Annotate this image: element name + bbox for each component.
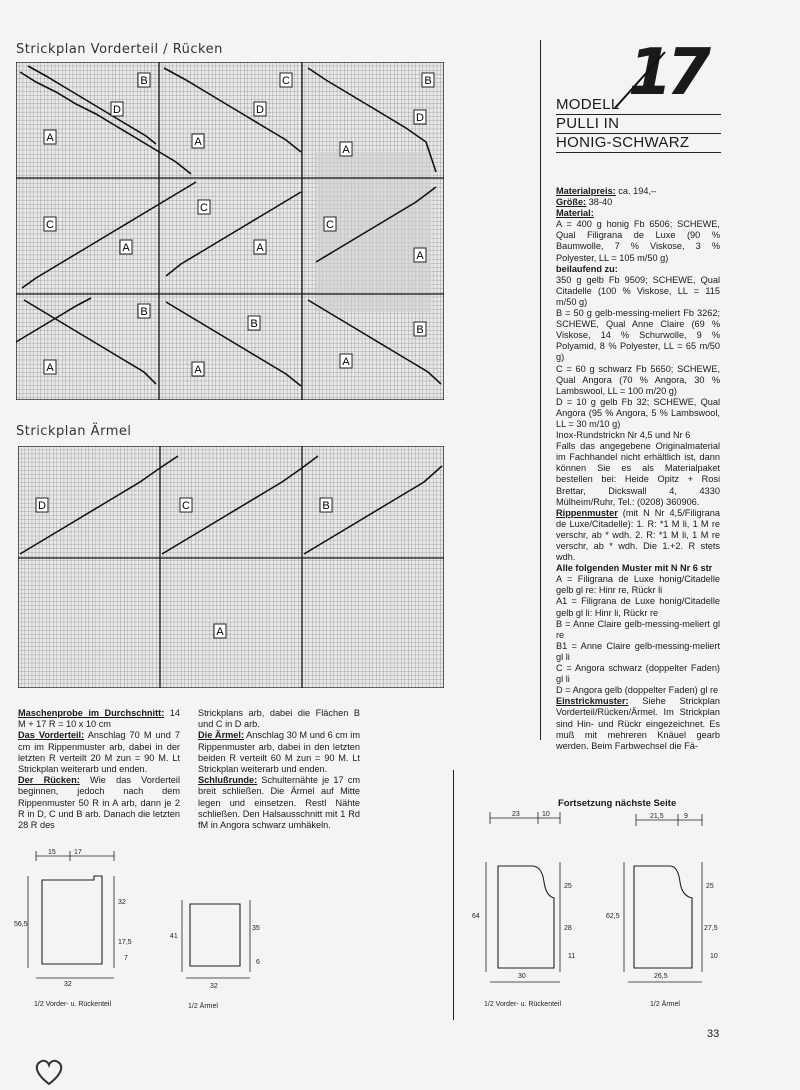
material-column xyxy=(556,186,720,752)
muster-c: C = Angora schwarz (doppelter Faden) gl li xyxy=(556,663,720,685)
s4-caption: 1/2 Ärmel xyxy=(650,1001,680,1008)
s3-right-1: 25 xyxy=(564,883,572,890)
schlussrunde-text: Schulternähte je 17 cm breit schließen. Die Ärmel auf Mitte legen und einsetzen. Restl Nähte schließen. Den Halsausschnitt mit 1 Rd fM in Angora schwarz umhäkeln. xyxy=(198,775,360,831)
schematic-1 xyxy=(14,846,144,1016)
svg-text:C: C xyxy=(182,500,190,512)
svg-text:A: A xyxy=(256,242,264,254)
model-line1: MODELL xyxy=(556,96,721,115)
einstrick-heading: Einstrickmuster: xyxy=(556,696,629,707)
s3-right-2: 28 xyxy=(564,925,572,932)
materialpreis-value: ca. 194,– xyxy=(615,186,657,196)
maschenprobe-text: 14 M + 17 R = 10 x 10 cm xyxy=(18,708,180,730)
material-b: B = 50 g gelb-messing-meliert Fb 3262; SCHEWE, Qual Anne Claire (69 % Viskose, 14 % Schurwolle, 9 % Polyamid, 8 % Polyester, LL = 65 m/50 g) xyxy=(556,308,720,363)
middle-text-column xyxy=(198,708,360,831)
s1-bottom: 32 xyxy=(64,981,72,988)
svg-text:C: C xyxy=(326,219,334,231)
page-number: 33 xyxy=(707,1028,720,1040)
s2-caption: 1/2 Ärmel xyxy=(188,1003,218,1010)
nadeln-text: Inox-Rundstrickn Nr 4,5 und Nr 6 xyxy=(556,430,691,441)
svg-text:D: D xyxy=(38,500,46,512)
rippen-text: (mit N Nr 4,5/Filigrana de Luxe/Citadelle): 1. R: *1 M li, 1 M re verschr, ab * wdh. 2. R: *1 M li, 1 M re verschr, ab * wdh. Die 1.+2. R stets wdh. xyxy=(556,507,720,563)
svg-text:D: D xyxy=(113,104,121,116)
column-divider xyxy=(540,40,541,740)
model-number: 17 xyxy=(628,36,706,110)
left-text-column xyxy=(18,708,180,831)
strickplans-text: Strickplans arb, dabei die Flächen B und C in D arb. xyxy=(198,708,360,730)
schematic-2 xyxy=(164,880,274,1016)
svg-text:A: A xyxy=(46,362,54,374)
model-title xyxy=(556,96,721,153)
muster-b: B = Anne Claire gelb-messing-meliert gl re xyxy=(556,618,720,640)
svg-text:A: A xyxy=(216,626,224,638)
s4-right-3: 10 xyxy=(710,953,718,960)
aermel-heading: Die Ärmel: xyxy=(198,730,245,741)
einstrick-text: Siehe Strickplan Vorderteil/Rücken/Ärmel. Im Strickplan sind Hin- und Rückr eingezeichnet. Es muß mit mehreren Knäuel gearb werden. Beim Farbwechsel die Fä- xyxy=(556,696,720,751)
chart2-title: Strickplan Ärmel xyxy=(16,424,132,439)
svg-text:A: A xyxy=(122,242,130,254)
svg-text:B: B xyxy=(250,318,258,330)
schematic-3 xyxy=(470,806,590,1016)
schematic-4 xyxy=(606,806,726,1016)
svg-text:B: B xyxy=(140,75,148,87)
s1-left: 56,5 xyxy=(14,921,28,928)
vorderteil-text: Anschlag 70 M und 7 cm im Rippenmuster arb, dabei in der letzten R verteilt 20 M zun = 90 M. Lt Strickplan weiterarb und enden. xyxy=(18,730,180,775)
ruecken-heading: Der Rücken: xyxy=(18,775,80,786)
beilaufend-heading: beilaufend zu: xyxy=(556,263,618,274)
heart-icon xyxy=(32,1054,66,1088)
bezug-text: Falls das angegebene Originalmaterial im Fachhandel nicht erhältlich ist, dann können Sie es als Materialpaket bestellen bei: Heide Opitz + Rosi Brettar, Dickswall 4, 4330 Mülheim/Ruhr, Tel.: (0208) 360906. xyxy=(556,441,720,507)
s4-left: 62,5 xyxy=(606,913,620,920)
svg-text:C: C xyxy=(282,75,290,87)
muster-a1: A1 = Filigrana de Luxe honig/Citadelle gelb gl li: Hinr li, Rückr re xyxy=(556,596,720,618)
model-line3: HONIG-SCHWARZ xyxy=(556,134,721,153)
maschenprobe-heading: Maschenprobe im Durchschnitt: xyxy=(18,708,165,718)
svg-text:C: C xyxy=(46,219,54,231)
muster-a: A = Filigrana de Luxe honig/Citadelle gelb gl re: Hinr re, Rückr li xyxy=(556,574,720,596)
material-a: A = 400 g honig Fb 6506; SCHEWE, Qual Filigrana de Luxe (90 % Baumwolle, 7 % Viskose, 3 % Polyester, LL = 105 m/50 g) xyxy=(556,219,720,263)
s2-right-2: 6 xyxy=(256,959,260,966)
material-d: D = 10 g gelb Fb 32; SCHEWE, Qual Angora (95 % Angora, 5 % Lambswool, LL = 30 m/10 g) xyxy=(556,396,720,429)
svg-text:A: A xyxy=(342,144,350,156)
muster-d: D = Angora gelb (doppelter Faden) gl re xyxy=(556,685,719,696)
s1-top-1: 15 xyxy=(48,849,56,856)
svg-text:D: D xyxy=(256,104,264,116)
aermel-text: Anschlag 30 M und 6 cm im Rippenmuster arb, dabei in den letzten beiden R verteilt 60 M zun = 90 M. Lt Strickplan weiterarb und enden. xyxy=(198,730,360,775)
s3-caption: 1/2 Vorder- u. Rückenteil xyxy=(484,1001,562,1008)
s2-bottom: 32 xyxy=(210,983,218,990)
svg-text:C: C xyxy=(200,202,208,214)
muster-b1: B1 = Anne Claire gelb-messing-meliert gl li xyxy=(556,640,720,662)
vorderteil-heading: Das Vorderteil: xyxy=(18,730,85,741)
chart1-grid xyxy=(16,62,444,400)
svg-text:A: A xyxy=(416,250,424,262)
svg-text:B: B xyxy=(424,75,432,87)
chart2-grid xyxy=(18,446,444,688)
s1-right-2: 17,5 xyxy=(118,939,132,946)
s1-top-2: 17 xyxy=(74,849,82,856)
s4-bottom: 26,5 xyxy=(654,973,668,980)
lower-divider xyxy=(453,770,454,1020)
svg-text:A: A xyxy=(194,364,202,376)
svg-text:D: D xyxy=(416,112,424,124)
alle-muster-heading: Alle folgenden Muster mit N Nr 6 str xyxy=(556,563,713,574)
svg-text:A: A xyxy=(342,356,350,368)
chart1-title: Strickplan Vorderteil / Rücken xyxy=(16,42,223,57)
s3-top-2: 10 xyxy=(542,811,550,818)
material-c: C = 60 g schwarz Fb 5650; SCHEWE, Qual Angora (70 % Angora, 30 % Lambswool, LL = 100 m/20 g) xyxy=(556,363,720,396)
s4-right-1: 25 xyxy=(706,883,714,890)
s3-bottom: 30 xyxy=(518,973,526,980)
material-heading: Material: xyxy=(556,208,594,219)
s2-left: 41 xyxy=(170,933,178,940)
groesse-value: 38-40 xyxy=(586,197,613,208)
svg-text:A: A xyxy=(194,136,202,148)
s3-top-1: 23 xyxy=(512,811,520,818)
s4-top-2: 9 xyxy=(684,813,688,820)
svg-text:B: B xyxy=(416,324,424,336)
svg-text:A: A xyxy=(46,132,54,144)
s3-left: 64 xyxy=(472,913,480,920)
s4-right-2: 27,5 xyxy=(704,925,718,932)
materialpreis-heading: Materialpreis: xyxy=(556,186,616,196)
rippen-heading: Rippenmuster xyxy=(556,507,618,518)
s1-right-1: 32 xyxy=(118,899,126,906)
fortsetzung-text: Fortsetzung nächste Seite xyxy=(558,798,677,809)
model-line2: PULLI IN xyxy=(556,115,721,134)
s3-right-3: 11 xyxy=(568,953,576,960)
groesse-heading: Größe: xyxy=(556,197,587,208)
s1-caption: 1/2 Vorder- u. Rückenteil xyxy=(34,1001,112,1008)
beilaufend-text: 350 g gelb Fb 9509; SCHEWE, Qual Citadelle (100 % Viskose, LL = 115 m/50 g) xyxy=(556,274,720,307)
schlussrunde-heading: Schlußrunde: xyxy=(198,775,258,786)
svg-text:B: B xyxy=(140,306,148,318)
s4-top-1: 21,5 xyxy=(650,813,664,820)
svg-text:B: B xyxy=(322,500,330,512)
ruecken-text: Wie das Vorderteil beginnen, jedoch nach dem Rippenmuster 50 R in A arb, dann je 2 R in D, C und B arb. Danach die letzten 28 R des xyxy=(18,775,180,831)
s2-right-1: 35 xyxy=(252,925,260,932)
s1-right-3: 7 xyxy=(124,955,128,962)
